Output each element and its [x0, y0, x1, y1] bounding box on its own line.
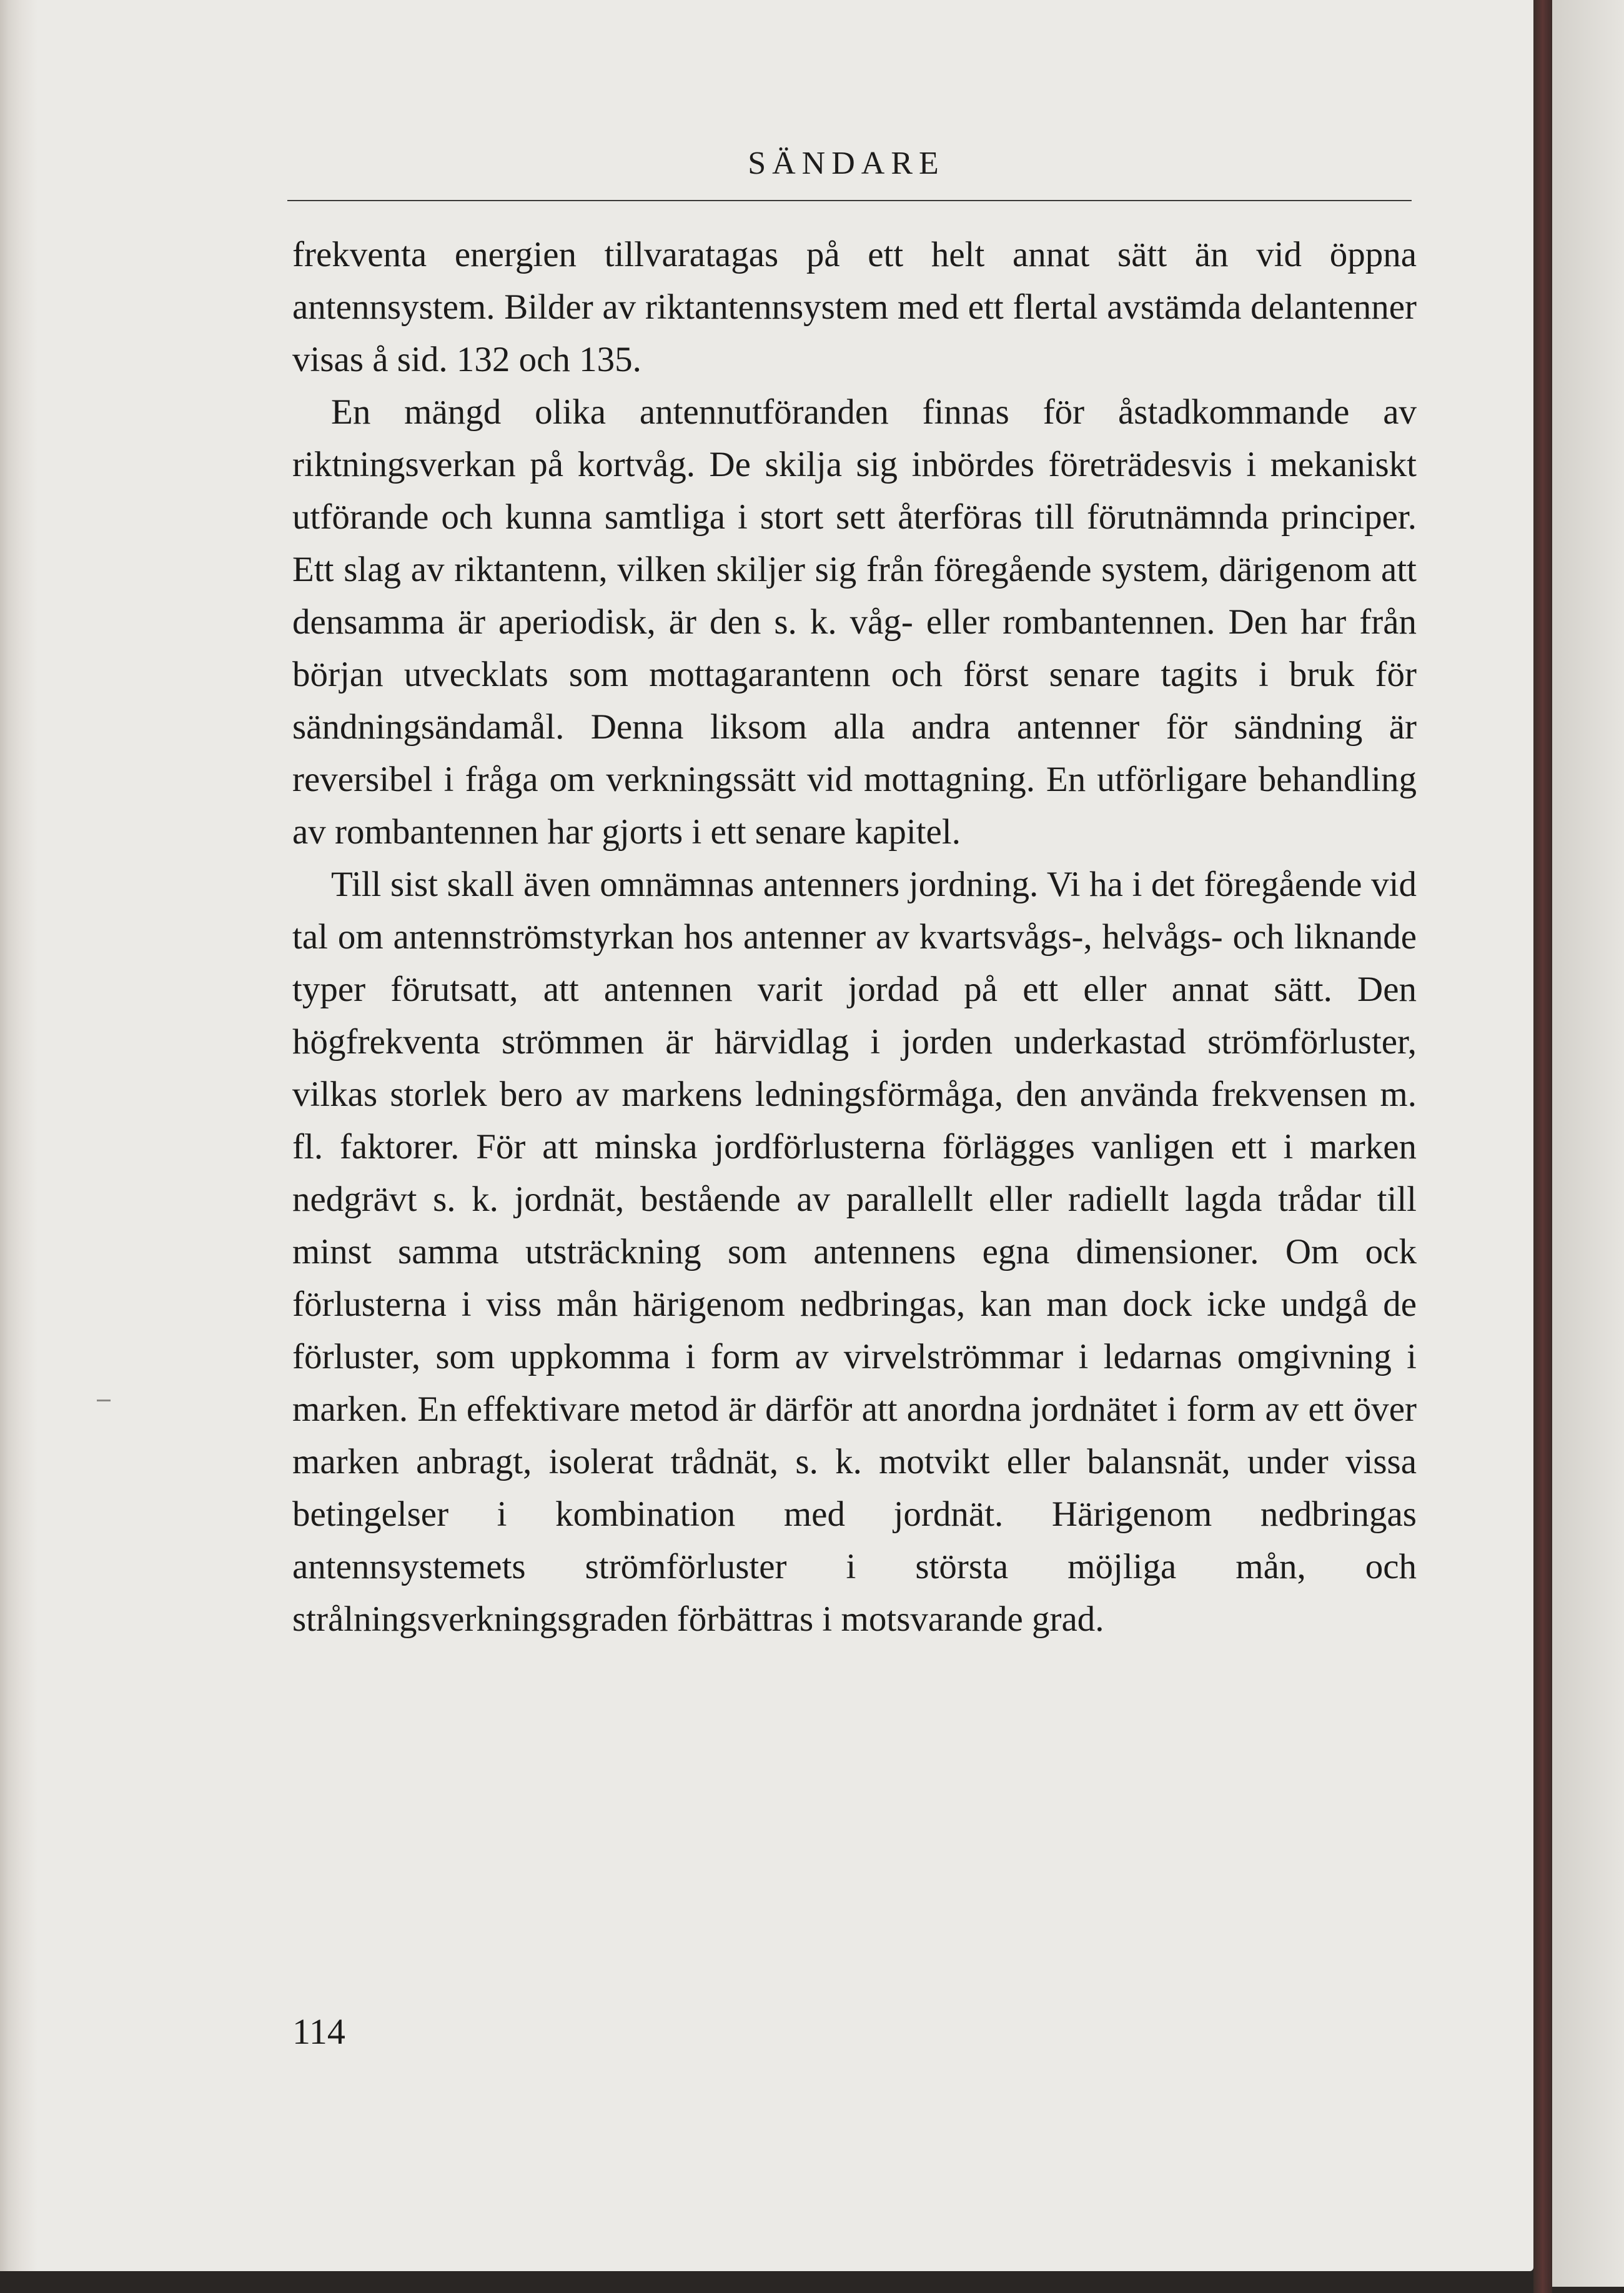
- page-number: 114: [292, 2011, 345, 2052]
- header-rule: [287, 200, 1412, 201]
- page-edge-shadow: [0, 0, 37, 2271]
- book-binding: [1533, 0, 1552, 2293]
- margin-mark: [97, 1400, 111, 1401]
- body-text: [292, 229, 1417, 1646]
- paragraph-riktantenner: En mängd olika antennutföranden finnas för åstadkommande av riktningsverkan på kortvåg. De skilja sig inbördes företrädesvis i mekaniskt utförande och kunna samtliga i stort sett återföras till förutnämnda principer. Ett slag av riktantenn, vilken skiljer sig från föregående system, därigenom att densamma är aperiodisk, är den s. k. våg- eller rombantennen. Den har från början utvecklats som mottagarantenn och först senare tagits i bruk för sändningsändamål. Denna liksom alla andra antenner för sändning är reversibel i fråga om verkningssätt vid mottagning. En utförligare behandling av rombantennen har gjorts i ett senare kapitel.: [292, 392, 1417, 852]
- paragraph-jordning: Till sist skall även omnämnas antenners jordning. Vi ha i det föregående vid tal om antennströmstyrkan hos antenner av kvartsvågs-, helvågs- och liknande typer förutsatt, att antennen varit jordad på ett eller annat sätt. Den högfrekventa strömmen är härvidlag i jorden underkastad strömförluster, vilkas storlek bero av markens ledningsförmåga, den använda frekvensen m. fl. faktorer. För att minska jordförlusterna förlägges vanligen ett i marken nedgrävt s. k. jordnät, bestående av parallellt eller radiellt lagda trådar till minst samma utsträckning som antennens egna dimensioner. Om ock förlusterna i viss mån härigenom nedbringas, kan man dock icke undgå de förluster, som uppkomma i form av virvelströmmar i ledarnas omgivning i marken. En effektivare metod är därför att anordna jordnätet i form av ett över marken anbragt, isolerat trådnät, s. k. motvikt eller balansnät, under vissa betingelser i kombination med jordnät. Härigenom nedbringas antennsystemets strömförluster i största möjliga mån, och strålningsverkningsgraden förbättras i motsvarande grad.: [292, 865, 1417, 1639]
- paragraph-continued: frekventa energien tillvaratagas på ett helt annat sätt än vid öppna antennsystem. Bilder av riktantennsystem med ett flertal avstämda delantenner visas å sid. 132 och 135.: [292, 235, 1417, 379]
- running-head: SÄNDARE: [748, 146, 945, 181]
- facing-page-edge: [1552, 0, 1624, 2287]
